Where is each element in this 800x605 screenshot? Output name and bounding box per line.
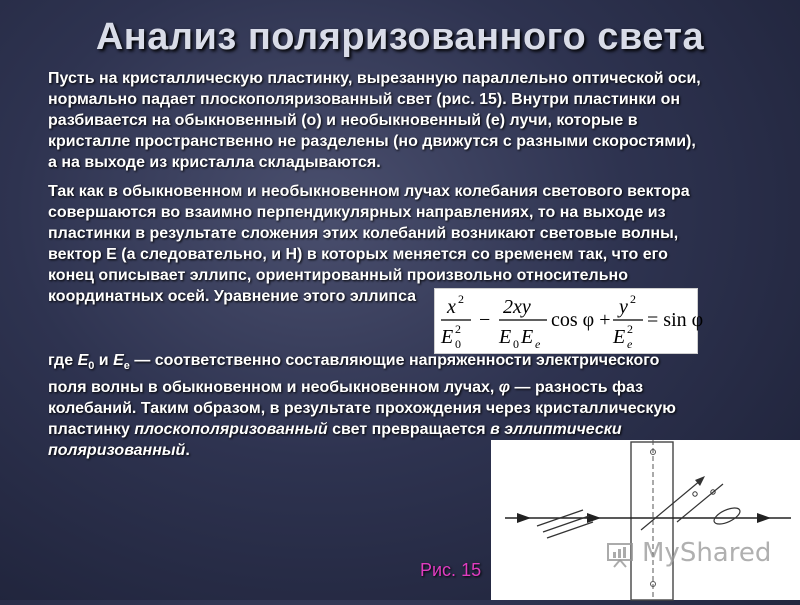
- ellipse-equation: [434, 288, 704, 354]
- text-line: поляризованный.: [48, 442, 190, 460]
- formula-minus: −: [479, 309, 491, 331]
- formula-2xy: 2xy: [503, 296, 531, 318]
- formula-sup: 2: [455, 322, 461, 336]
- figure-caption: Рис. 15: [420, 560, 482, 580]
- text-line: поля волны в обыкновенном и необыкновенном лучах, φ — разность фаз: [48, 379, 644, 397]
- formula-e: E: [521, 326, 534, 348]
- formula-e: E: [613, 326, 626, 348]
- formula-sup: 2: [458, 292, 464, 306]
- text-line: конец описывает эллипс, ориентированный произвольно относительно: [48, 267, 628, 284]
- formula-sub: 0: [513, 337, 519, 351]
- formula-sub: e: [535, 337, 541, 351]
- formula-cos: cos φ +: [551, 309, 611, 331]
- watermark-logo: [606, 538, 776, 572]
- formula-e: E: [499, 326, 512, 348]
- text-line: а на выходе из кристалла складываются.: [48, 154, 381, 171]
- text-line: пластинку плоскополяризованный свет превращается в эллиптически: [48, 421, 622, 439]
- formula-e: E: [441, 326, 454, 348]
- crystal-plate-figure: [491, 440, 800, 600]
- formula-sub: e: [627, 337, 633, 351]
- formula-equals: = sin φ: [647, 309, 704, 331]
- slide-title: Анализ поляризованного света: [95, 16, 705, 58]
- text-line: нормально падает плоскополяризованный свет (рис. 15). Внутри пластинки он: [48, 91, 681, 108]
- text-line: где $E_0$ и $E_e$ — соответственно составляющие напряженности электрического: [48, 352, 660, 373]
- text-line: вектор Е (а следовательно, и Н) в которых меняется со временем так, что его: [48, 246, 668, 263]
- text-line: разбивается на обыкновенный (о) и необыкновенный (е) лучи, которые в: [48, 112, 638, 129]
- polarization-ellipse: [712, 505, 742, 528]
- formula-y: y: [619, 296, 628, 318]
- formula-sup: 2: [627, 322, 633, 336]
- paragraph-intro: [48, 68, 701, 173]
- formula-x: x: [447, 296, 456, 318]
- watermark-text: MyShared: [642, 538, 772, 568]
- text-line: колебаний. Таким образом, в результате прохождения через кристаллическую: [48, 400, 676, 418]
- formula-sub: 0: [455, 337, 461, 351]
- text-line: Пусть на кристаллическую пластинку, вырезанную параллельно оптической оси,: [48, 70, 701, 87]
- presentation-icon: [606, 540, 636, 568]
- text-line: Так как в обыкновенном и необыкновенном лучах колебания светового вектора: [48, 183, 690, 200]
- text-line: кристалле пространственно не разделены (но движутся с разными скоростями),: [48, 133, 696, 150]
- formula-sup: 2: [630, 292, 636, 306]
- text-line: пластинки в результате сложения этих колебаний возникают световые волны,: [48, 225, 679, 242]
- text-line: совершаются во взаимно перпендикулярных направлениях, то на выходе из: [48, 204, 666, 221]
- text-line: координатных осей. Уравнение этого эллипса: [48, 288, 417, 305]
